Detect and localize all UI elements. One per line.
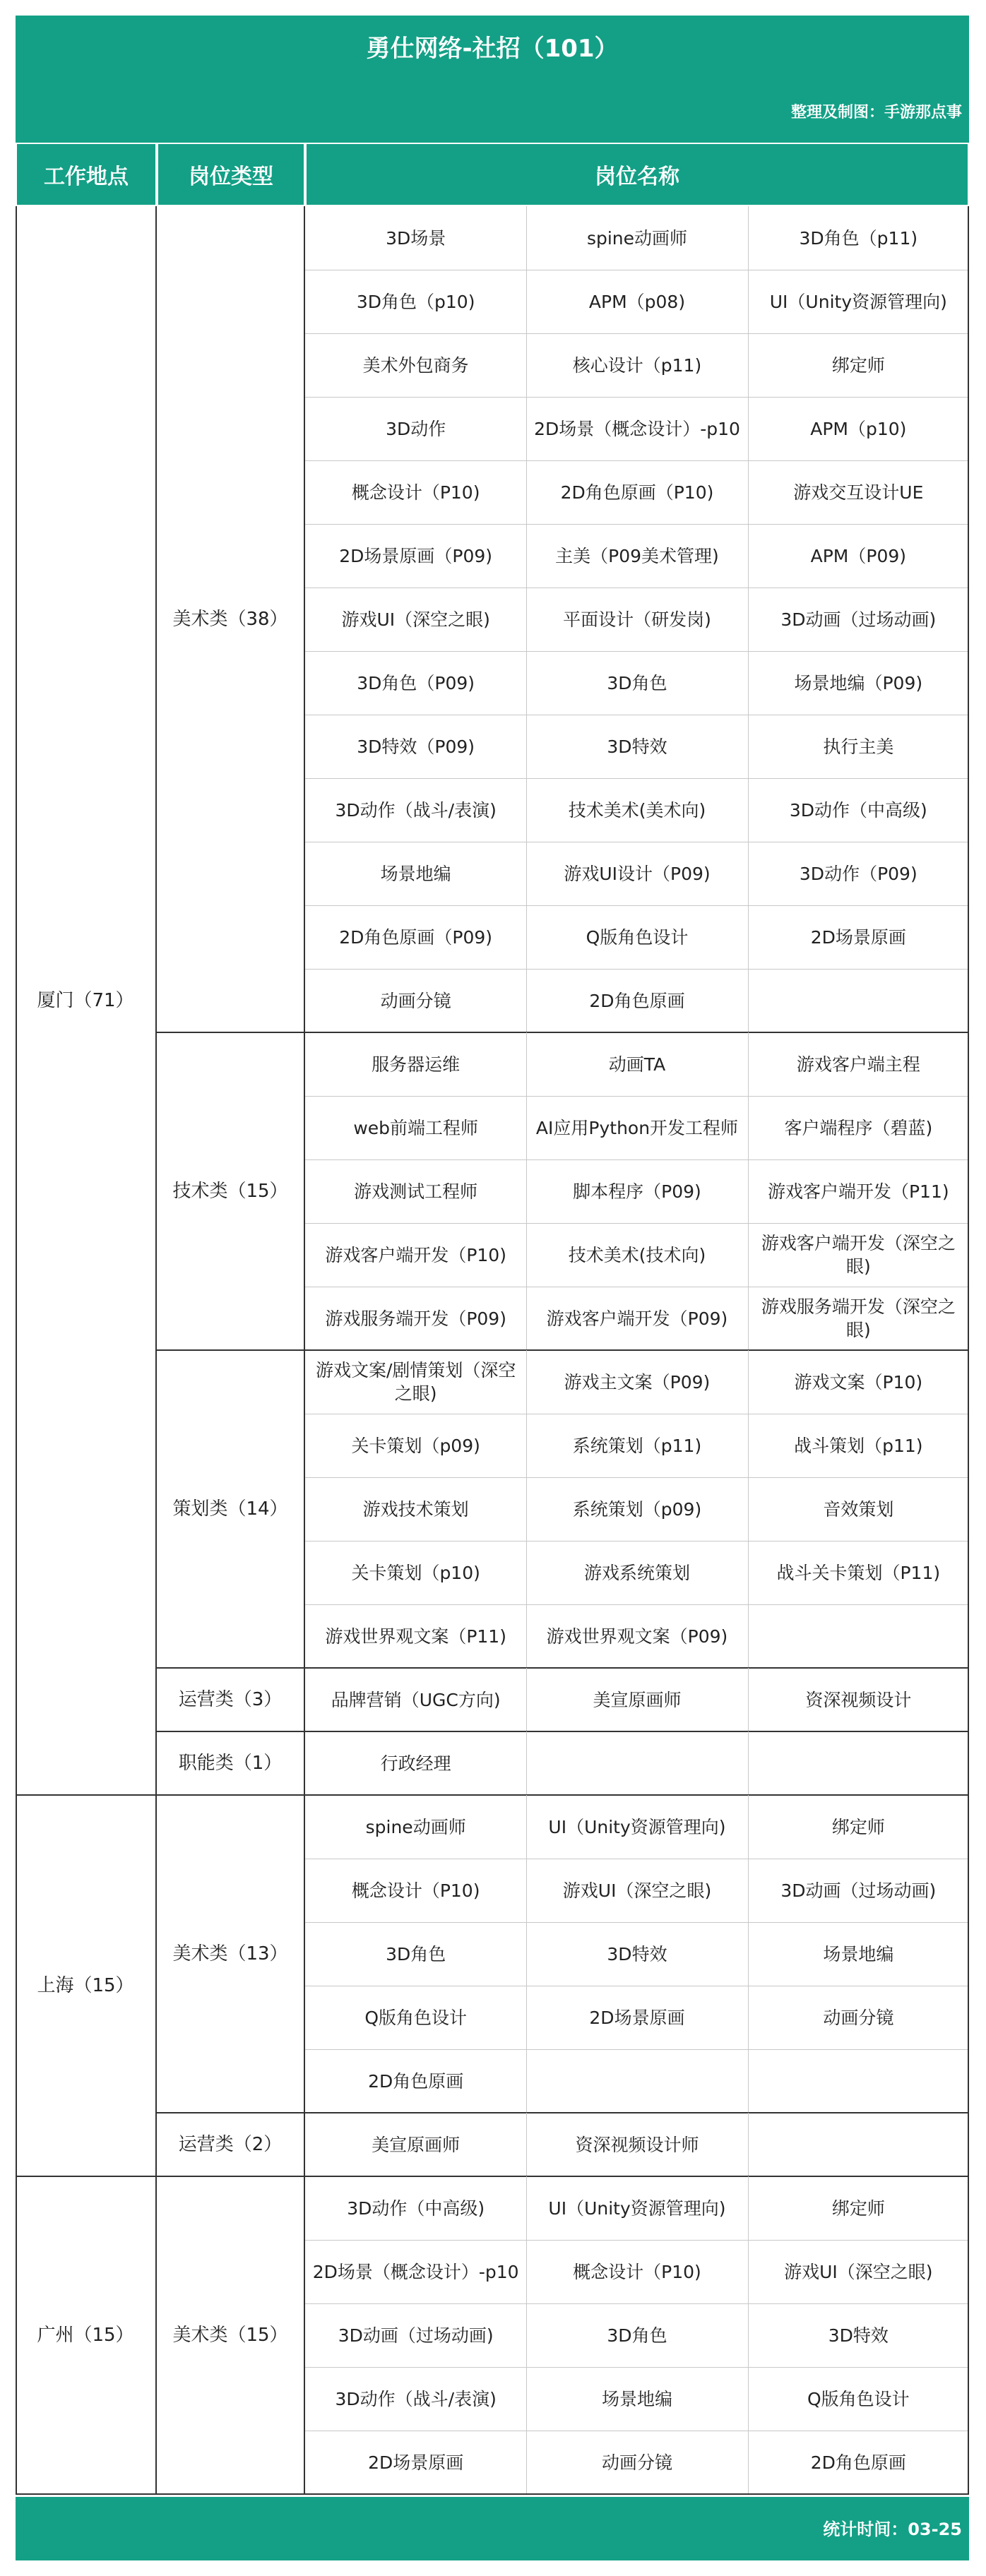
job-cell: 游戏系统策划 — [583, 1562, 690, 1583]
column-divider — [748, 206, 749, 1032]
job-cell: 动画TA — [608, 1054, 666, 1075]
job-cell: 技术美术(技术向) — [568, 1244, 706, 1265]
row-divider — [305, 2240, 969, 2241]
column-divider — [526, 2176, 527, 2494]
location-divider — [16, 2493, 969, 2495]
job-cell: 3D特效（P09) — [357, 736, 475, 757]
job-cell: 游戏文案/剧情策划（深空之眼) — [315, 1360, 516, 1404]
job-cell: 核心设计（p11) — [572, 354, 702, 376]
job-cell: 2D场景原画 — [810, 926, 906, 948]
job-cell: 脚本程序（P09) — [573, 1181, 701, 1202]
job-cell: web前端工程师 — [353, 1117, 479, 1138]
column-divider — [526, 1795, 527, 2113]
job-cell: 3D特效 — [607, 736, 667, 757]
job-cell: 动画分镜 — [380, 990, 451, 1011]
column-divider — [748, 1795, 749, 2113]
category-cell: 运营类（3） — [157, 1668, 305, 1731]
job-cell: 2D场景原画 — [589, 2007, 685, 2028]
row-divider — [305, 969, 969, 970]
job-cell: 游戏客户端开发（P10) — [325, 1244, 506, 1265]
category-cell: 运营类（2） — [157, 2113, 305, 2176]
column-divider — [526, 2113, 527, 2176]
column-divider — [748, 2113, 749, 2176]
empty-cell — [526, 1731, 747, 1795]
row-divider — [305, 2303, 969, 2304]
job-cell: 资深视频设计师 — [575, 2134, 699, 2155]
column-divider — [748, 1731, 749, 1795]
job-cell: 动画分镜 — [823, 2007, 894, 2028]
job-cell: AI应用Python开发工程师 — [535, 1117, 739, 1138]
job-cell: 2D场景原画 — [368, 2452, 464, 2473]
column-divider — [526, 1731, 527, 1795]
row-divider — [305, 905, 969, 906]
column-divider — [526, 206, 527, 1032]
job-cell: 3D动画（过场动画) — [780, 1880, 937, 1901]
job-cell: 游戏UI设计（P09) — [564, 863, 711, 884]
job-cell: 概念设计（P10) — [351, 1880, 480, 1901]
job-cell: 3D角色（p10) — [356, 291, 475, 312]
job-cell: APM（p10) — [810, 418, 907, 439]
empty-cell — [748, 969, 969, 1032]
category-cell: 技术类（15） — [157, 1032, 305, 1350]
job-cell: 主美（P09美术管理) — [555, 545, 719, 566]
job-cell: 品牌营销（UGC方向) — [331, 1689, 501, 1710]
job-cell: 关卡策划（p10) — [351, 1562, 480, 1583]
job-cell: 3D角色 — [386, 1943, 446, 1964]
location-cell: 广州（15） — [16, 2176, 157, 2494]
empty-cell — [526, 2049, 747, 2113]
job-cell: 场景地编 — [823, 1943, 894, 1964]
column-header-category: 岗位类型 — [157, 143, 305, 206]
job-cell: Q版角色设计 — [586, 926, 689, 948]
job-cell: 战斗策划（p11) — [794, 1435, 923, 1456]
job-cell: 游戏UI（深空之眼) — [341, 609, 490, 630]
row-divider — [305, 1223, 969, 1224]
job-cell: 3D角色（p11) — [799, 227, 918, 249]
row-divider — [305, 778, 969, 779]
table-right-border — [968, 206, 969, 2494]
page-title: 勇仕网络-社招（101） — [366, 35, 619, 63]
job-cell: 2D场景原画（P09) — [339, 545, 493, 566]
job-cell: 客户端程序（碧蓝) — [784, 1117, 933, 1138]
job-cell: 游戏客户端开发（P11) — [767, 1181, 949, 1202]
job-cell: 3D角色 — [607, 672, 667, 693]
recruitment-sheet — [16, 16, 969, 2560]
category-cell: 美术类（13） — [157, 1795, 305, 2113]
column-header-location: 工作地点 — [16, 143, 157, 206]
column-divider — [748, 1350, 749, 1668]
row-divider — [305, 2367, 969, 2368]
job-cell: 3D角色 — [607, 2325, 667, 2346]
column-divider — [748, 1032, 749, 1350]
credit-text: 整理及制图：手游那点事 — [790, 104, 962, 121]
job-cell: 美术外包商务 — [362, 354, 469, 376]
job-cell: 2D场景（概念设计）-p10 — [534, 418, 740, 439]
job-cell: UI（Unity资源管理向) — [548, 2198, 726, 2219]
statistics-time: 统计时间：03-25 — [823, 2520, 962, 2539]
row-divider — [305, 1922, 969, 1923]
job-cell: 2D角色原画（P09) — [339, 926, 493, 948]
job-cell: 游戏技术策划 — [362, 1498, 469, 1520]
job-cell: 概念设计（P10) — [351, 482, 480, 503]
row-divider — [305, 1159, 969, 1160]
job-cell: 游戏服务端开发（P09) — [325, 1308, 506, 1329]
column-divider — [748, 2176, 749, 2494]
job-cell: 游戏世界观文案（P11) — [325, 1626, 506, 1647]
job-cell: Q版角色设计 — [807, 2388, 910, 2409]
job-cell: 2D角色原画 — [810, 2452, 906, 2473]
row-divider — [305, 2049, 969, 2050]
location-cell: 上海（15） — [16, 1795, 157, 2176]
table-left-border — [16, 206, 17, 2494]
job-cell: 服务器运维 — [372, 1054, 461, 1075]
job-cell: 系统策划（p09) — [572, 1498, 702, 1520]
row-divider — [305, 1096, 969, 1097]
job-cell: 3D特效 — [828, 2325, 889, 2346]
job-cell: 3D动作 — [386, 418, 446, 439]
job-cell: 场景地编 — [380, 863, 451, 884]
job-cell: 场景地编 — [601, 2388, 672, 2409]
category-cell: 美术类（38） — [157, 206, 305, 1032]
job-cell: 音效策划 — [823, 1498, 894, 1520]
job-cell: 3D动作（战斗/表演) — [335, 2388, 497, 2409]
job-cell: 2D角色原画（P10) — [560, 482, 714, 503]
job-cell: 游戏UI（深空之眼) — [784, 2261, 933, 2282]
job-cell: 游戏文案（P10) — [794, 1371, 923, 1393]
job-cell: 3D动作（P09) — [799, 863, 917, 884]
job-cell: 游戏交互设计UE — [793, 482, 924, 503]
job-cell: 战斗关卡策划（P11) — [776, 1562, 941, 1583]
column-divider — [526, 1668, 527, 1731]
job-cell: 美宣原画师 — [593, 1689, 682, 1710]
job-cell: 3D动作（战斗/表演) — [335, 799, 497, 821]
job-cell: 绑定师 — [831, 1816, 885, 1837]
column-divider — [748, 1668, 749, 1731]
job-cell: 3D场景 — [386, 227, 446, 249]
column-header-positions: 岗位名称 — [305, 143, 969, 206]
row-divider — [305, 651, 969, 652]
row-divider — [305, 524, 969, 525]
job-cell: 3D动画（过场动画) — [780, 609, 937, 630]
empty-cell — [748, 2049, 969, 2113]
job-cell: 2D角色原画 — [368, 2070, 464, 2092]
job-cell: 绑定师 — [831, 2198, 885, 2219]
job-cell: 资深视频设计 — [805, 1689, 912, 1710]
job-cell: spine动画师 — [586, 227, 688, 249]
job-cell: APM（P09) — [810, 545, 907, 566]
column-divider — [526, 1350, 527, 1668]
job-cell: 场景地编（P09) — [794, 672, 923, 693]
job-cell: 平面设计（研发岗) — [563, 609, 711, 630]
job-cell: 游戏主文案（P09) — [564, 1371, 711, 1393]
job-cell: spine动画师 — [365, 1816, 466, 1837]
job-cell: 绑定师 — [831, 354, 885, 376]
row-divider — [305, 460, 969, 461]
job-cell: 3D角色（P09) — [357, 672, 475, 693]
job-cell: 3D动作（中高级) — [789, 799, 927, 821]
job-cell: Q版角色设计 — [364, 2007, 467, 2028]
job-cell: 游戏服务端开发（深空之眼) — [761, 1296, 956, 1340]
category-cell: 策划类（14） — [157, 1350, 305, 1668]
job-cell: 执行主美 — [823, 736, 894, 757]
job-cell: 美宣原画师 — [372, 2134, 461, 2155]
job-cell: 技术美术(美术向) — [568, 799, 706, 821]
location-cell: 厦门（71） — [16, 206, 157, 1795]
job-cell: 游戏测试工程师 — [354, 1181, 478, 1202]
empty-cell — [748, 2113, 969, 2176]
row-divider — [305, 1604, 969, 1605]
job-cell: 2D场景（概念设计）-p10 — [312, 2261, 519, 2282]
job-cell: 动画分镜 — [601, 2452, 672, 2473]
job-cell: 关卡策划（p09) — [351, 1435, 480, 1456]
job-cell: 概念设计（P10) — [573, 2261, 701, 2282]
job-cell: 2D角色原画 — [589, 990, 685, 1011]
row-divider — [305, 397, 969, 398]
job-cell: 游戏客户端开发（深空之眼) — [761, 1233, 956, 1277]
job-cell: 行政经理 — [380, 1753, 451, 1774]
job-cell: 游戏客户端开发（P09) — [546, 1308, 728, 1329]
row-divider — [305, 1541, 969, 1542]
row-divider — [305, 1477, 969, 1478]
job-cell: 3D特效 — [607, 1943, 667, 1964]
job-cell: UI（Unity资源管理向) — [769, 291, 947, 312]
job-cell: APM（p08) — [588, 291, 686, 312]
category-cell: 美术类（15） — [157, 2176, 305, 2494]
row-divider — [305, 333, 969, 334]
empty-cell — [748, 1731, 969, 1795]
job-cell: 3D动画（过场动画) — [338, 2325, 494, 2346]
job-cell: 游戏世界观文案（P09) — [546, 1626, 728, 1647]
job-cell: 游戏客户端主程 — [796, 1054, 920, 1075]
column-divider — [526, 1032, 527, 1350]
job-cell: 系统策划（p11) — [572, 1435, 702, 1456]
category-cell: 职能类（1） — [157, 1731, 305, 1795]
job-cell: UI（Unity资源管理向) — [548, 1816, 726, 1837]
job-cell: 游戏UI（深空之眼) — [562, 1880, 712, 1901]
empty-cell — [748, 1604, 969, 1668]
job-cell: 3D动作（中高级) — [347, 2198, 485, 2219]
